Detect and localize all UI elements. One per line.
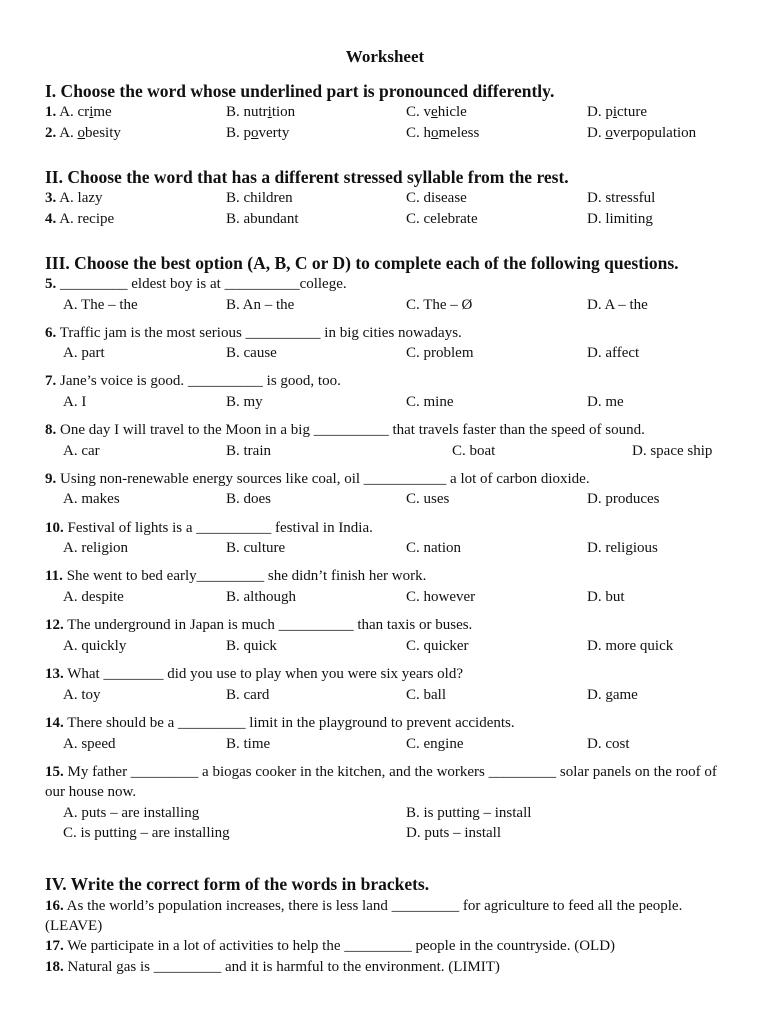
question-6-options — [45, 345, 725, 365]
question-16-continued: (LEAVE) — [45, 918, 103, 934]
question-12-options — [45, 638, 725, 658]
question-18: 18. Natural gas is _________ and it is harmful to the environment. (LIMIT) — [45, 959, 500, 975]
q14-option-c: C. engine — [406, 736, 464, 752]
q10-option-a: A. religion — [63, 540, 128, 556]
section-3-heading: III. Choose the best option (A, B, C or D) to complete each of the following questions. — [45, 253, 679, 273]
q11-option-c: C. however — [406, 589, 476, 605]
question-9-options — [45, 491, 725, 511]
q8-option-b: B. train — [226, 443, 271, 459]
question-14-options — [45, 736, 725, 756]
q12-option-d: D. more quick — [587, 638, 674, 654]
q1-option-a: 1. A. crime — [45, 104, 112, 120]
question-3 — [45, 190, 725, 210]
question-17: 17. We participate in a lot of activities to help the _________ people in the countryside. (OLD) — [45, 938, 616, 954]
question-11-options — [45, 589, 725, 609]
q11-option-d: D. but — [587, 589, 625, 605]
q7-option-c: C. mine — [406, 394, 454, 410]
question-12-stem: 12. The underground in Japan is much __________ than taxis or buses. — [45, 617, 473, 633]
question-2 — [45, 125, 725, 145]
q7-option-b: B. my — [226, 394, 263, 410]
q9-option-d: D. produces — [587, 491, 660, 507]
q3-option-d: D. stressful — [587, 190, 656, 206]
question-7-stem: 7. Jane’s voice is good. __________ is good, too. — [45, 373, 341, 389]
q4-option-d: D. limiting — [587, 211, 653, 227]
q7-option-d: D. me — [587, 394, 624, 410]
question-15-stem-continued: our house now. — [45, 784, 137, 800]
q2-option-b: B. poverty — [226, 125, 290, 141]
q6-option-d: D. affect — [587, 345, 640, 361]
q1-option-c: C. vehicle — [406, 104, 467, 120]
q11-option-a: A. despite — [63, 589, 124, 605]
question-13-stem: 13. What ________ did you use to play when you were six years old? — [45, 666, 463, 682]
question-8-options — [45, 443, 725, 463]
question-6-stem: 6. Traffic jam is the most serious __________ in big cities nowadays. — [45, 325, 462, 341]
q4-option-b: B. abundant — [226, 211, 299, 227]
section-2-heading: II. Choose the word that has a different stressed syllable from the rest. — [45, 167, 569, 187]
q14-option-b: B. time — [226, 736, 271, 752]
q13-option-a: A. toy — [63, 687, 101, 703]
section-4-heading: IV. Write the correct form of the words in brackets. — [45, 874, 430, 894]
question-14-stem: 14. There should be a _________ limit in the playground to prevent accidents. — [45, 715, 515, 731]
question-15-options-row-2 — [45, 825, 725, 845]
question-7-options — [45, 394, 725, 414]
q15-option-a: A. puts – are installing — [63, 805, 200, 821]
q2-option-c: C. homeless — [406, 125, 480, 141]
q2-option-d: D. overpopulation — [587, 125, 697, 141]
q10-option-b: B. culture — [226, 540, 286, 556]
q14-option-d: D. cost — [587, 736, 630, 752]
q6-option-b: B. cause — [226, 345, 277, 361]
q10-option-c: C. nation — [406, 540, 461, 556]
q8-option-d: D. space ship — [632, 443, 713, 459]
q15-option-d: D. puts – install — [406, 825, 502, 841]
q3-option-a: 3. A. lazy — [45, 190, 103, 206]
q5-option-b: B. An – the — [226, 297, 295, 313]
q8-option-c: C. boat — [452, 443, 496, 459]
q9-option-a: A. makes — [63, 491, 120, 507]
q7-option-a: A. I — [63, 394, 87, 410]
q9-option-c: C. uses — [406, 491, 450, 507]
q3-option-c: C. disease — [406, 190, 467, 206]
q4-option-c: C. celebrate — [406, 211, 478, 227]
q13-option-c: C. ball — [406, 687, 446, 703]
q12-option-b: B. quick — [226, 638, 277, 654]
question-5-options — [45, 297, 725, 317]
q5-option-d: D. A – the — [587, 297, 648, 313]
q1-option-b: B. nutrition — [226, 104, 296, 120]
question-15-options-row-1 — [45, 805, 725, 825]
q12-option-c: C. quicker — [406, 638, 469, 654]
question-10-stem: 10. Festival of lights is a __________ festival in India. — [45, 520, 373, 536]
question-16: 16. As the world’s population increases, there is less land _________ for agriculture to feed all the people. — [45, 898, 683, 914]
q4-option-a: 4. A. recipe — [45, 211, 115, 227]
question-15-stem: 15. My father _________ a biogas cooker in the kitchen, and the workers _________ solar panels on the roof of — [45, 764, 717, 780]
q1-option-d: D. picture — [587, 104, 647, 120]
page-title: Worksheet — [345, 47, 425, 66]
question-4 — [45, 211, 725, 231]
q9-option-b: B. does — [226, 491, 271, 507]
q3-option-b: B. children — [226, 190, 293, 206]
q13-option-d: D. game — [587, 687, 638, 703]
section-1-heading: I. Choose the word whose underlined part is pronounced differently. — [45, 81, 555, 101]
q12-option-a: A. quickly — [63, 638, 127, 654]
question-13-options — [45, 687, 725, 707]
question-11-stem: 11. She went to bed early_________ she didn’t finish her work. — [45, 568, 427, 584]
q5-option-c: C. The – Ø — [406, 297, 473, 313]
q2-option-a: 2. A. obesity — [45, 125, 121, 141]
q13-option-b: B. card — [226, 687, 270, 703]
q15-option-b: B. is putting – install — [406, 805, 532, 821]
q6-option-a: A. part — [63, 345, 105, 361]
q5-option-a: A. The – the — [63, 297, 138, 313]
q15-option-c: C. is putting – are installing — [63, 825, 230, 841]
q6-option-c: C. problem — [406, 345, 474, 361]
question-10-options — [45, 540, 725, 560]
q11-option-b: B. although — [226, 589, 296, 605]
question-5-stem: 5. _________ eldest boy is at __________college. — [45, 276, 347, 292]
question-8-stem: 8. One day I will travel to the Moon in a big __________ that travels faster than the speed of sound. — [45, 422, 645, 438]
q10-option-d: D. religious — [587, 540, 658, 556]
q8-option-a: A. car — [63, 443, 100, 459]
question-1 — [45, 104, 725, 124]
q14-option-a: A. speed — [63, 736, 116, 752]
question-9-stem: 9. Using non-renewable energy sources like coal, oil ___________ a lot of carbon dioxide. — [45, 471, 590, 487]
